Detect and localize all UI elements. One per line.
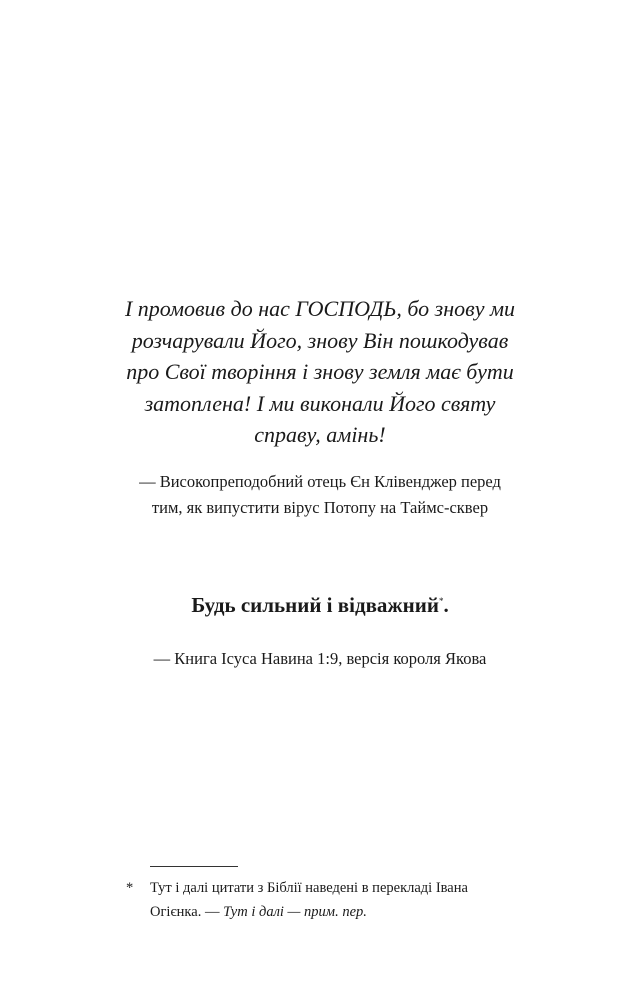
epigraph-line: розчарували Його, знову Він пошкодував (131, 327, 509, 353)
epigraph-line: справу, амінь! (254, 422, 386, 447)
epigraph-quote-1 (100, 293, 540, 451)
epigraph-attribution-1 (100, 469, 540, 521)
footnote-line: Тут і далі цитати з Біблії наведені в перекладі Івана (150, 880, 468, 896)
footnote-divider (150, 866, 238, 867)
footnote-line-plain: Огієнка. — (150, 904, 224, 920)
footnote-line (150, 900, 566, 924)
epigraph-end-punct: . (443, 593, 449, 617)
footnote-marker: * (126, 880, 134, 896)
footnote-line-italic: Тут і далі — прим. пер. (223, 904, 367, 920)
footnote-reference: * (438, 596, 444, 606)
footnote-text (126, 876, 566, 924)
epigraph-line: затоплена! І ми виконали Його святу (144, 390, 496, 416)
epigraph-attribution-2: — Книга Ісуса Навина 1:9, версія короля Якова (153, 649, 487, 668)
attribution-line: — Високопреподобний отець Єн Клівенджер перед (139, 472, 501, 491)
epigraph-line: про Свої творіння і знову земля має бути (126, 359, 514, 384)
attribution-line: тим, як випустити вірус Потопу на Таймс-сквер (151, 498, 489, 517)
epigraph-quote-text: Будь сильний і відважний (191, 593, 439, 617)
footnote (126, 876, 566, 924)
epigraph-line: І промовив до нас ГОСПОДЬ, бо знову ми (124, 296, 516, 321)
epigraph-quote-2 (60, 590, 580, 620)
